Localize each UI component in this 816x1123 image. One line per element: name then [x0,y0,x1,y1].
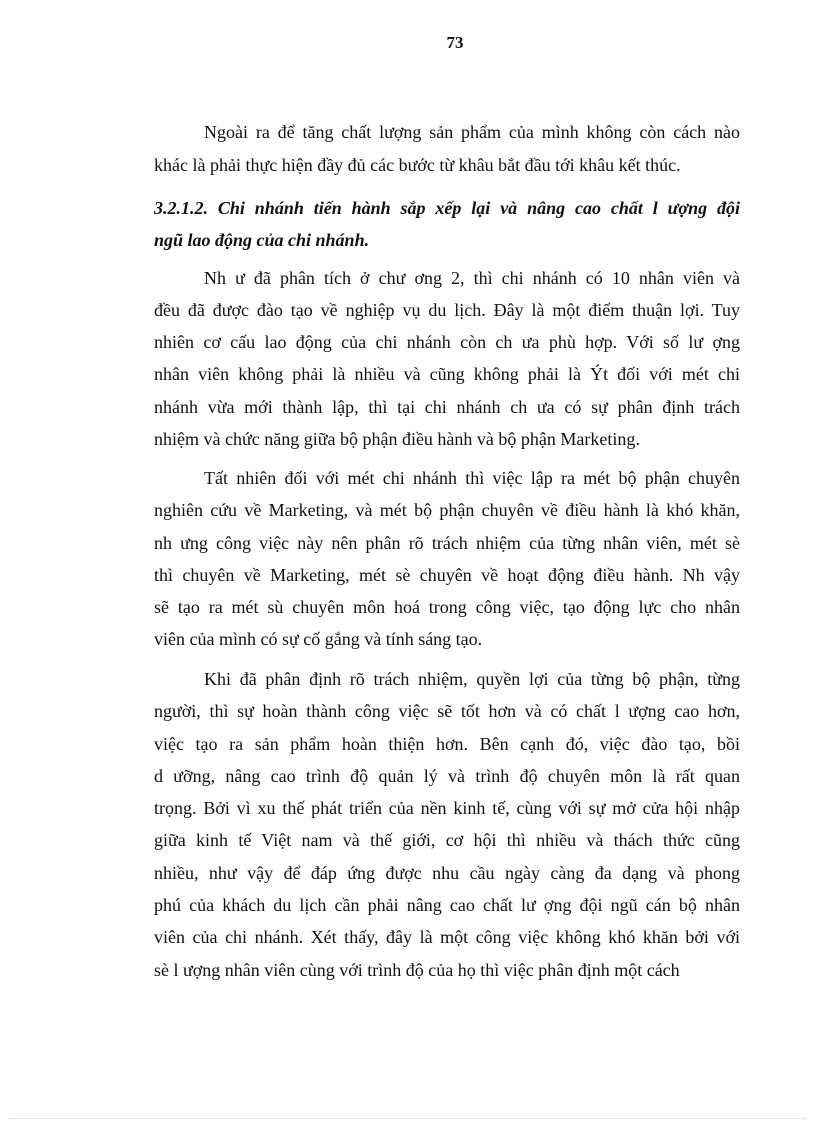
paragraph-line: sẽ tạo ra mét sù chuyên môn hoá trong công việc, tạo động lực cho nhân [154,597,740,617]
paragraph-line: Nh ư đã phân tích ở chư ơng 2, thì chi nhánh có 10 nhân viên và [204,268,740,288]
paragraph-line: trọng. Bởi vì xu thế phát triển của nền kinh tế, cùng với sự mở cửa hội nhập [154,798,740,818]
paragraph-line: nhiên cơ cấu lao động của chi nhánh còn ch ưa phù hợp. Với số lư ợng [154,332,740,352]
paragraph-line: viên của mình có sự cố gắng và tính sáng tạo. [154,629,483,649]
paragraph-line: nhân viên không phải là nhiều và cũng không phải là Ýt đối với mét chi [154,364,740,384]
paragraph-line: đều đã được đào tạo về nghiệp vụ du lịch. Đây là một điểm thuận lợi. Tuy [154,300,740,320]
paragraph-line: viên của chi nhánh. Xét thấy, đây là một công việc không khó khăn bởi với [154,927,740,947]
paragraph-line: nh ưng công việc này nên phân rõ trách nhiệm của từng nhân viên, mét sè [154,533,740,553]
page-number: 73 [446,33,464,52]
paragraph-line: d ưỡng, nâng cao trình độ quản lý và trình độ chuyên môn là rất quan [154,766,740,786]
paragraph-line: nhiệm và chức năng giữa bộ phận điều hành và bộ phận Marketing. [154,429,640,449]
paragraph-line: việc tạo ra sản phẩm hoàn thiện hơn. Bên cạnh đó, việc đào tạo, bồi [154,734,740,754]
paragraph-line: nhánh vừa mới thành lập, thì tại chi nhánh ch ưa có sự phân định trách [154,397,740,417]
paragraph-line: Khi đã phân định rõ trách nhiệm, quyền lợi của từng bộ phận, từng [204,669,740,689]
paragraph-line: nghiên cứu về Marketing, và mét bộ phận chuyên về điều hành là khó khăn, [154,500,740,520]
section-heading-line: 3.2.1.2. Chi nhánh tiến hành sắp xếp lại và nâng cao chất l ượng đội [154,198,740,218]
paragraph-line: sè l ượng nhân viên cùng với trình độ của họ thì việc phân định một cách [154,960,680,980]
paragraph-line: thì chuyên về Marketing, mét sè chuyên về hoạt động điều hành. Nh vậy [154,565,740,585]
page-bottom-divider [10,1118,806,1119]
paragraph-line: nhiều, như vậy để đáp ứng được nhu cầu ngày càng đa dạng và phong [154,863,740,883]
paragraph-line: khác là phải thực hiện đầy đủ các bước từ khâu bắt đầu tới khâu kết thúc. [154,155,681,175]
paragraph-line: người, thì sự hoàn thành công việc sẽ tốt hơn và có chất l ượng cao hơn, [154,701,740,721]
paragraph-line: Tất nhiên đối với mét chi nhánh thì việc lập ra mét bộ phận chuyên [204,468,740,488]
section-heading-line: ngũ lao động của chi nhánh. [154,230,370,250]
paragraph-line: giữa kinh tế Việt nam và thế giới, cơ hội thì nhiều và thách thức cũng [154,830,740,850]
paragraph-line: phú của khách du lịch cần phải nâng cao chất lư ợng đội ngũ cán bộ nhân [154,895,740,915]
paragraph-line: Ngoài ra để tăng chất lượng sản phẩm của mình không còn cách nào [204,122,740,142]
